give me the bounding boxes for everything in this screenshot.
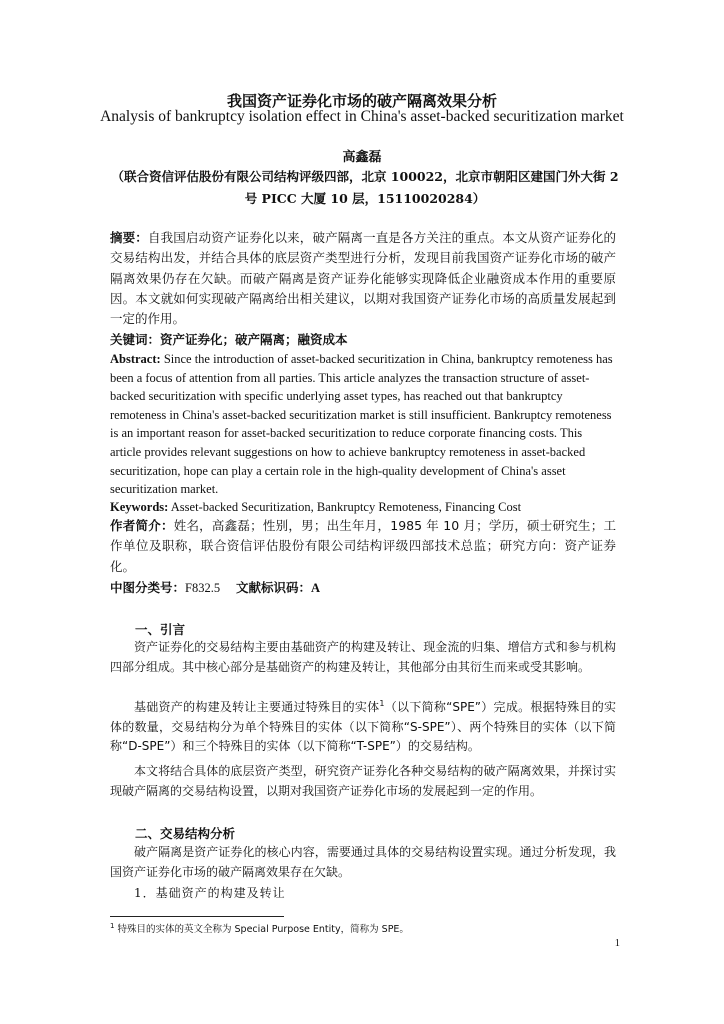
keywords-en-text: Asset-backed Securitization, Bankruptcy Remoteness, Financing Cost (168, 500, 522, 514)
footnote-divider (110, 916, 284, 917)
footnote-mark: 1 (110, 921, 115, 930)
author-name: 高鑫磊 (342, 150, 382, 165)
abstract-text: 自我国启动资产证券化以来，破产隔离一直是各方关注的重点。本文从资产证券化的交易结构出发，并结合具体的底层资产类型进行分析，发现目前我国资产证券化市场的破产隔离效果仍存在欠缺。而破产隔离是资产证券化能够实现降低企业融资成本作用的重要原因。本文就如何实现破产隔离给出相关建议，以期对我国资产证券化市场的高质量发展起到一定的作用。 (110, 230, 616, 327)
abstract-english (110, 350, 616, 499)
classification-code: F832.5 (185, 581, 221, 595)
footnote-ref: 1 (379, 699, 385, 708)
abstract-label: 摘要： (110, 230, 148, 245)
classification-line (110, 578, 616, 598)
author-bio (110, 516, 616, 577)
section-heading-structure: 二、交易结构分析 (135, 826, 236, 841)
intro-paragraph-1: 资产证券化的交易结构主要由基础资产的构建及转让、现金流的归集、增信方式和参与机构四部分组成。其中核心部分是基础资产的构建及转让，其他部分由其衍生而来或受其影响。 (110, 640, 616, 674)
structure-paragraph-1: 破产隔离是资产证券化的核心内容，需要通过具体的交易结构设置实现。通过分析发现，我国资产证券化市场的破产隔离效果存在欠缺。 (110, 845, 616, 879)
author-bio-label: 作者简介： (110, 518, 174, 533)
subsection-heading: 1．基础资产的构建及转让 (134, 886, 286, 900)
keywords-chinese (110, 330, 616, 350)
doc-code-label: 文献标识码： (236, 580, 312, 595)
keywords-text: 资产证券化；破产隔离；融资成本 (160, 332, 348, 347)
title-english: Analysis of bankruptcy isolation effect in China's asset-backed securitization market (100, 108, 624, 125)
abstract-chinese (110, 228, 616, 329)
keywords-english (110, 498, 616, 517)
author-bio-text: 姓名，高鑫磊；性别，男；出生年月，1985 年 10 月；学历，硕士研究生；工作单位及职称，联合资信评估股份有限公司结构评级四部技术总监；研究方向：资产证券化。 (110, 518, 616, 574)
keywords-en-label: Keywords: (110, 500, 169, 514)
author-affiliation: （联合资信评估股份有限公司结构评级四部，北京 100022，北京市朝阳区建国门外大街 2 号 PICC 大厦 10 层，15110020284） (111, 169, 619, 206)
section-heading-introduction: 一、引言 (135, 622, 186, 637)
intro-paragraph-2: 基础资产的构建及转让主要通过特殊目的实体$^1$（以下简称“SPE”）完成。根据特殊目的实体的数量，交易结构分为单个特殊目的实体（以下简称“S-SPE”）、两个特殊目的实体（以下简称“D-SPE”）和三个特殊目的实体（以下简称“T-SPE”）的交易结构。 (110, 699, 616, 754)
intro-paragraph-3: 本文将结合具体的底层资产类型，研究资产证券化各种交易结构的破产隔离效果，并探讨实现破产隔离的交易结构设置，以期对我国资产证券化市场的发展起到一定的作用。 (110, 764, 616, 798)
abstract-en-label: Abstract: (110, 352, 161, 366)
classification-label: 中图分类号： (110, 580, 186, 595)
abstract-en-text: Since the introduction of asset-backed securitization in China, bankruptcy remoteness has been a focus of attention from all parties. This article analyzes the transaction structure of asset-backed securitization with specific underlying asset types, has reached out that bankruptcy remoteness in China's asset-backed securitization market is still insufficient. Bankruptcy remoteness is an important reason for asset-backed securitization to reduce corporate financing costs. This article provides relevant suggestions on how to achieve bankruptcy remoteness in asset-backed securitization, hope can play a certain role in the high-quality development of China's asset securitization market. (110, 352, 613, 497)
footnote (110, 921, 409, 935)
title-chinese: 我国资产证券化市场的破产隔离效果分析 (226, 92, 497, 110)
doc-code: A (311, 581, 321, 595)
footnote-text: 特殊目的实体的英文全称为 Special Purpose Entity，简称为 SPE。 (117, 924, 409, 935)
keywords-label: 关键词： (110, 332, 161, 347)
page-number: 1 (614, 938, 620, 949)
